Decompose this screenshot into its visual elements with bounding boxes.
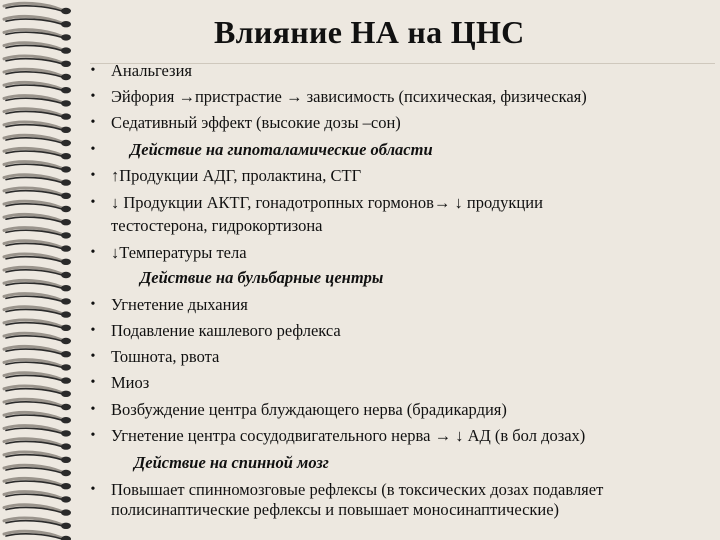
spiral-ring — [4, 505, 71, 516]
spiral-ring — [4, 162, 71, 173]
spiral-ring — [4, 360, 71, 371]
bullet-marker: • — [90, 375, 96, 390]
spiral-ring — [4, 214, 71, 225]
list-item-text: тестостерона, гидрокортизона — [111, 216, 323, 235]
spiral-ring — [4, 96, 71, 107]
bullet-marker: • — [90, 402, 96, 417]
spiral-ring — [4, 43, 71, 54]
spiral-binding-icon — [0, 0, 86, 540]
bullet-marker: • — [90, 142, 96, 157]
list-item-text: Седативный эффект (высокие дозы –сон) — [111, 113, 401, 132]
list-item-text: ↑Продукции АДГ, пролактина, СТГ — [111, 166, 362, 185]
bullet-marker: • — [90, 89, 96, 104]
spiral-ring — [4, 241, 71, 252]
spiral-ring — [4, 426, 71, 437]
spiral-ring — [4, 16, 71, 27]
spiral-ring — [4, 122, 71, 133]
bullet-marker: • — [90, 245, 96, 260]
list-item-text: ↓Температуры тела — [111, 243, 247, 262]
slide-title: Влияние НА на ЦНС — [214, 14, 525, 50]
bullet-marker: • — [90, 482, 96, 497]
spiral-ring — [4, 518, 71, 529]
spiral-ring — [4, 56, 71, 67]
list-item-text: Возбуждение центра блуждающего нерва (брадикардия) — [111, 400, 507, 419]
bullet-marker: • — [90, 168, 96, 183]
spiral-ring — [4, 346, 71, 357]
spiral-ring — [4, 254, 71, 265]
spiral-ring — [4, 478, 71, 489]
spiral-ring — [4, 452, 71, 463]
bullet-marker: • — [90, 323, 96, 338]
bullet-marker: • — [90, 195, 96, 210]
spiral-ring — [4, 188, 71, 199]
spiral-ring — [4, 320, 71, 331]
spiral-ring — [4, 267, 71, 278]
spiral-ring — [4, 373, 71, 384]
list-item-text: Угнетение дыхания — [111, 295, 248, 314]
spiral-ring — [4, 30, 71, 41]
spiral-ring — [4, 531, 71, 540]
list-item-text: Подавление кашлевого рефлекса — [111, 321, 341, 340]
spiral-ring — [4, 399, 71, 410]
list-item-text: Действие на спинной мозг — [134, 453, 329, 472]
spiral-ring — [4, 412, 71, 423]
bullet-marker: • — [90, 428, 96, 443]
spiral-ring — [4, 135, 71, 146]
list-item-text: Повышает спинномозговые рефлексы (в токсических дозах подавляет — [111, 480, 604, 499]
spiral-ring — [4, 280, 71, 291]
spiral-ring — [4, 82, 71, 93]
spiral-ring — [4, 492, 71, 503]
spiral-ring — [4, 201, 71, 212]
spiral-ring — [4, 228, 71, 239]
spiral-ring — [4, 307, 71, 318]
spiral-ring — [4, 3, 71, 14]
list-item-text: ↓ Продукции АКТГ, гонадотропных гормонов→ ↓ продукции — [111, 193, 543, 212]
list-item-text: Миоз — [111, 373, 150, 392]
bullet-marker: • — [90, 297, 96, 312]
spiral-ring — [4, 148, 71, 159]
bullet-marker: • — [90, 63, 96, 78]
bullet-marker: • — [90, 115, 96, 130]
spiral-ring — [4, 69, 71, 80]
spiral-ring — [4, 439, 71, 450]
spiral-ring — [4, 175, 71, 186]
list-item-text: Угнетение центра сосудодвигательного нерва → ↓ АД (в бол дозах) — [111, 426, 586, 445]
list-item-text: Анальгезия — [111, 61, 192, 80]
spiral-ring — [4, 294, 71, 305]
bullet-marker: • — [90, 349, 96, 364]
list-item-text: Эйфория →пристрастие → зависимость (психическая, физическая) — [111, 87, 587, 106]
list-item-text: полисинаптические рефлексы и повышает моносинаптические) — [111, 500, 560, 519]
list-item-text: Действие на гипоталамические области — [130, 140, 433, 159]
spiral-ring — [4, 386, 71, 397]
spiral-ring — [4, 465, 71, 476]
spiral-ring — [4, 333, 71, 344]
spiral-ring — [4, 109, 71, 120]
list-item-text: Действие на бульбарные центры — [140, 268, 384, 287]
list-item-text: Тошнота, рвота — [111, 347, 220, 366]
